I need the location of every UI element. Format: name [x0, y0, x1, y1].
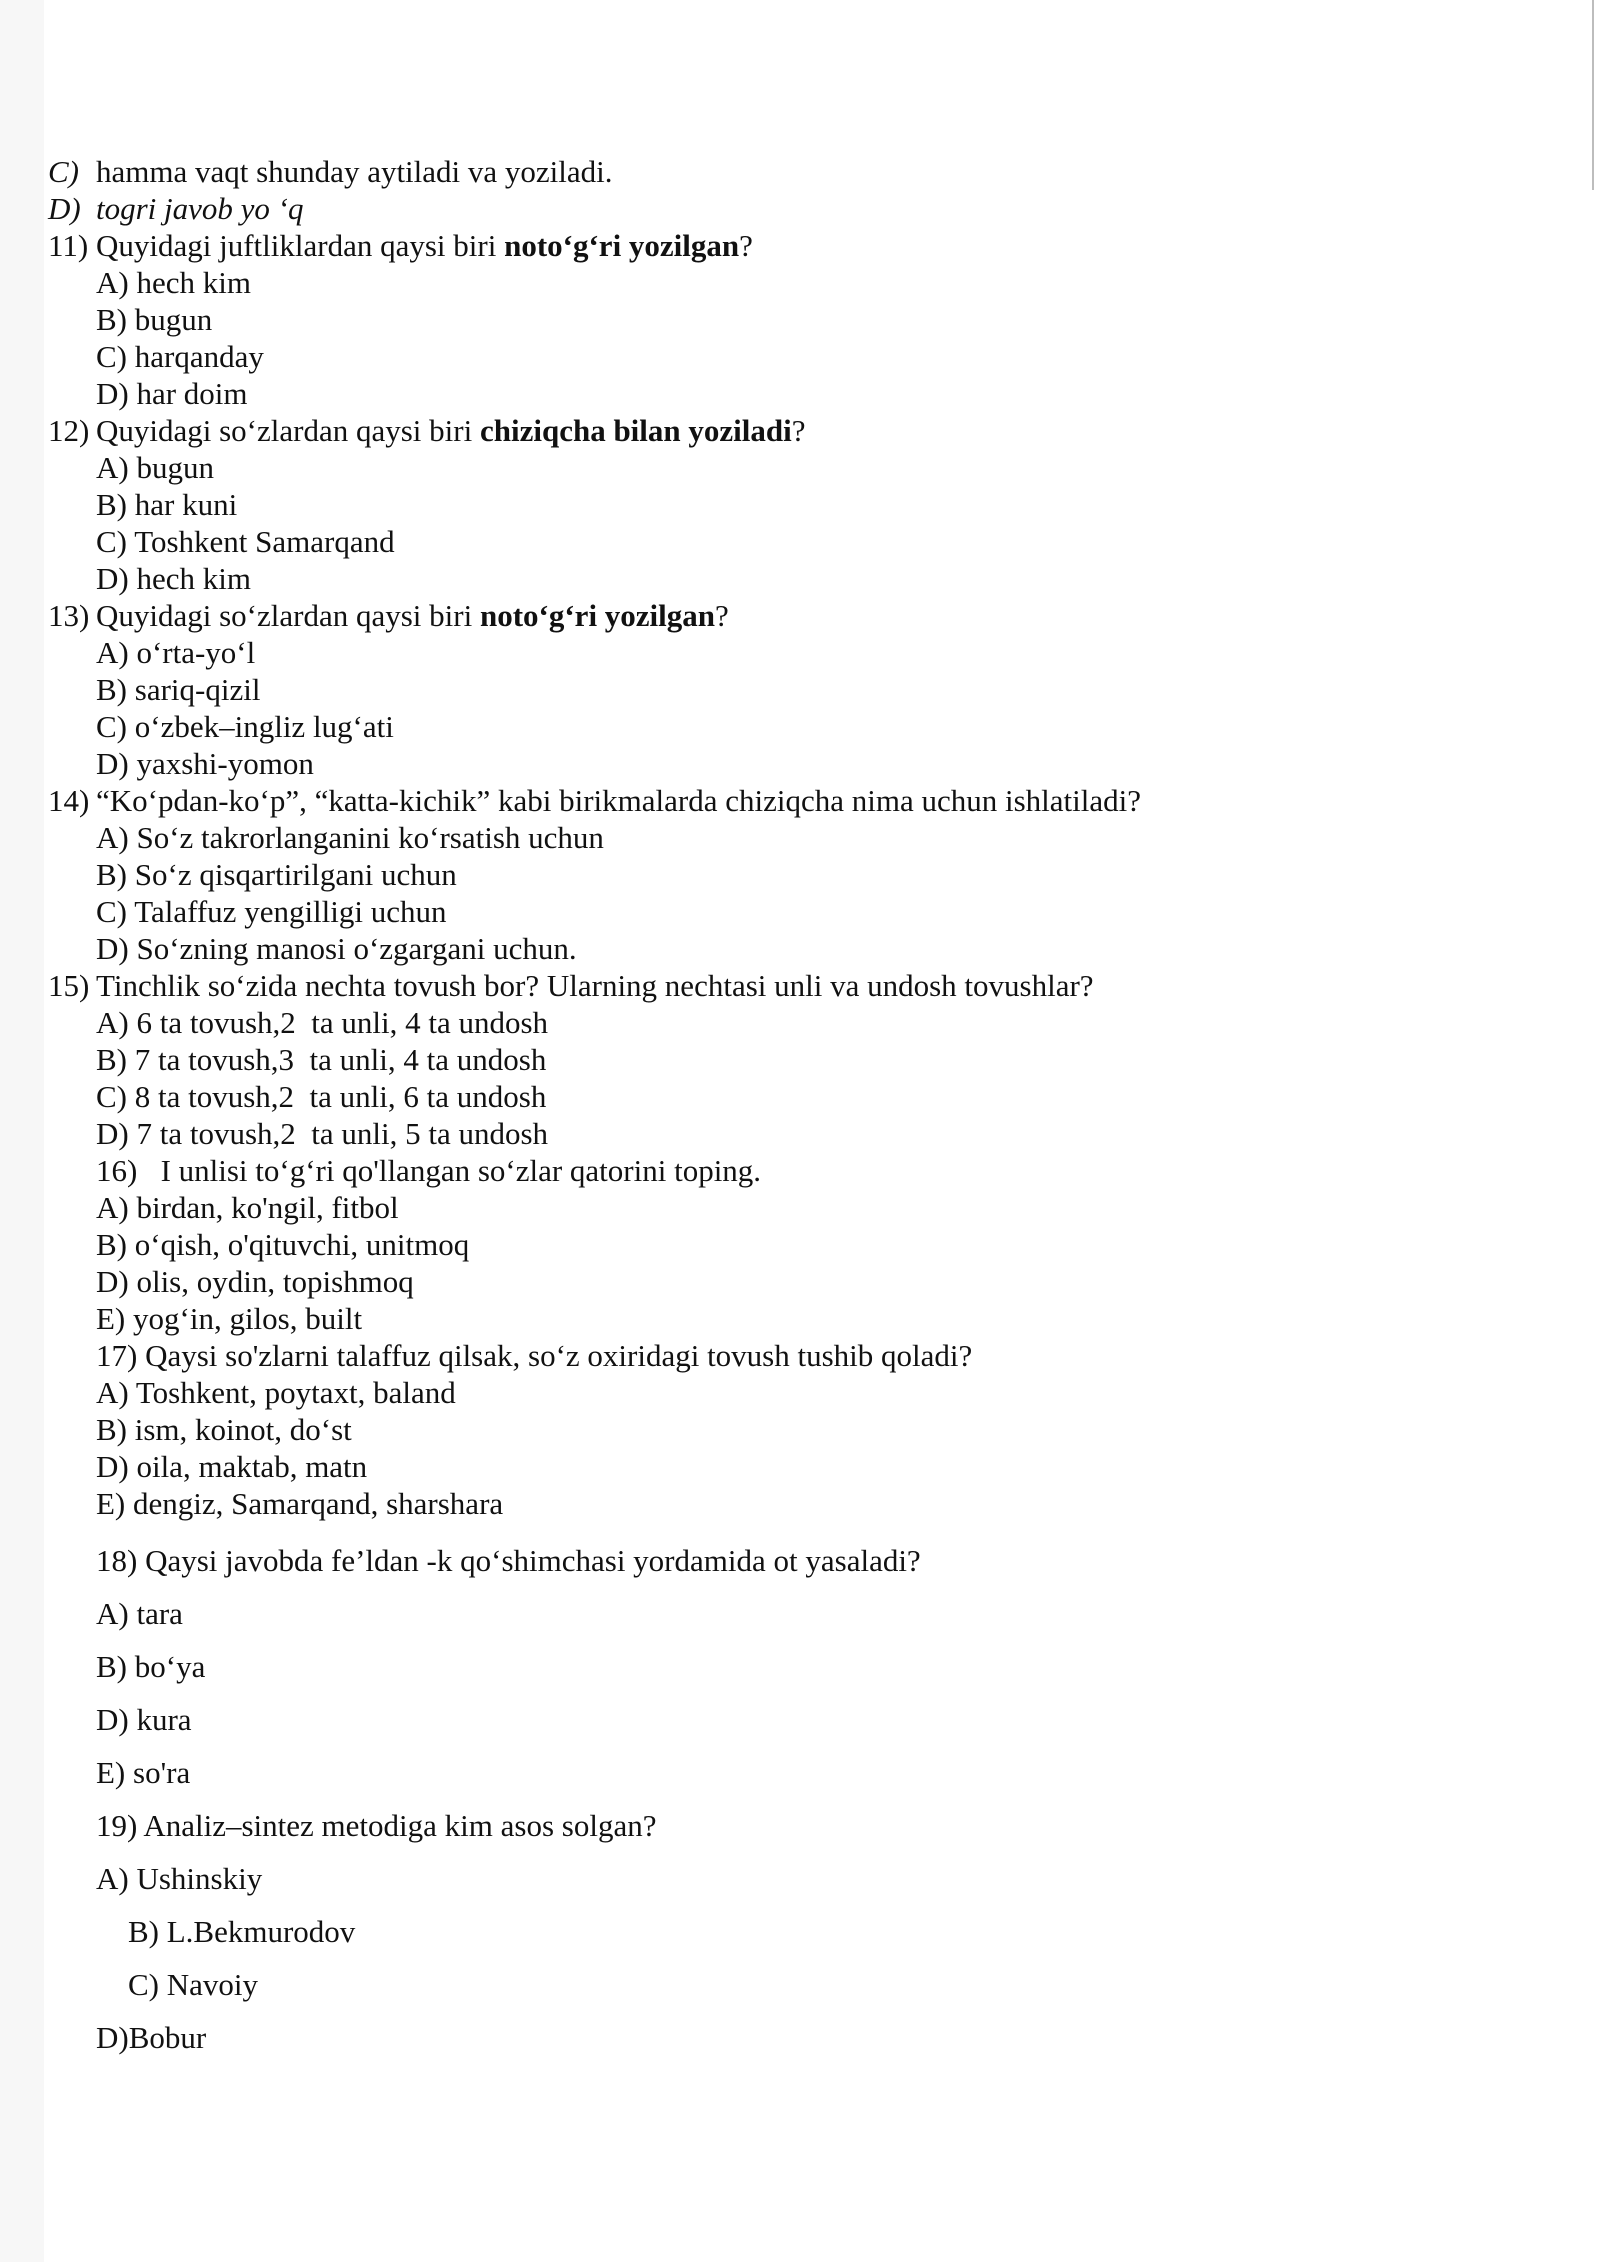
q15-option-b: B) 7 ta tovush,3 ta unli, 4 ta undosh	[96, 1042, 547, 1077]
q18-option-b: B) bo‘ya	[96, 1649, 206, 1684]
page-right-edge	[1592, 0, 1594, 190]
q12-option-c: C) Toshkent Samarqand	[96, 524, 395, 559]
question-18-text: 18) Qaysi javobda fe’ldan -k qo‘shimchasi yordamida ot yasaladi?	[96, 1543, 921, 1578]
q17-option-d: D) oila, maktab, matn	[96, 1449, 368, 1484]
option-c-label: C)	[48, 154, 79, 189]
option-c-text: hamma vaqt shunday aytiladi va yoziladi.	[96, 154, 613, 189]
question-14-number: 14)	[48, 783, 90, 818]
q19-option-a: A) Ushinskiy	[96, 1861, 263, 1896]
q11-option-b: B) bugun	[96, 302, 213, 337]
page-left-margin	[0, 0, 44, 2262]
question-17-text: 17) Qaysi so'zlarni talaffuz qilsak, so‘z oxiridagi tovush tushib qoladi?	[96, 1338, 973, 1373]
question-13-text: Quyidagi so‘zlardan qaysi biri noto‘g‘ri yozilgan?	[96, 598, 729, 633]
q16-option-d: D) olis, oydin, topishmoq	[96, 1264, 414, 1299]
question-15-text: Tinchlik so‘zida nechta tovush bor? Ularning nechtasi unli va undosh tovushlar?	[96, 968, 1094, 1003]
q14-option-a: A) So‘z takrorlanganini ko‘rsatish uchun	[96, 820, 604, 855]
option-d-label: D)	[48, 191, 81, 226]
question-15-number: 15)	[48, 968, 90, 1003]
q19-option-c: C) Navoiy	[128, 1967, 259, 2002]
q17-option-e: E) dengiz, Samarqand, sharshara	[96, 1486, 504, 1521]
q13-option-c: C) o‘zbek–ingliz lug‘ati	[96, 709, 394, 744]
question-12-number: 12)	[48, 413, 90, 448]
q15-option-d: D) 7 ta tovush,2 ta unli, 5 ta undosh	[96, 1116, 549, 1151]
q17-option-a: A) Toshkent, poytaxt, baland	[96, 1375, 456, 1410]
q14-option-c: C) Talaffuz yengilligi uchun	[96, 894, 447, 929]
question-11-number: 11)	[48, 228, 89, 263]
q16-option-b: B) o‘qish, o'qituvchi, unitmoq	[96, 1227, 470, 1262]
q15-option-c: C) 8 ta tovush,2 ta unli, 6 ta undosh	[96, 1079, 547, 1114]
q11-option-a: A) hech kim	[96, 265, 251, 300]
q16-option-e: E) yog‘in, gilos, built	[96, 1301, 363, 1336]
q13-option-a: A) o‘rta-yo‘l	[96, 635, 256, 670]
q11-option-d: D) har doim	[96, 376, 248, 411]
q12-option-d: D) hech kim	[96, 561, 251, 596]
q12-option-b: B) har kuni	[96, 487, 238, 522]
question-12-text: Quyidagi so‘zlardan qaysi biri chiziqcha bilan yoziladi?	[96, 413, 806, 448]
question-13-number: 13)	[48, 598, 90, 633]
question-11-text: Quyidagi juftliklardan qaysi biri noto‘g‘ri yozilgan?	[96, 228, 753, 263]
q19-option-d: D)Bobur	[96, 2020, 207, 2055]
q13-option-d: D) yaxshi-yomon	[96, 746, 314, 781]
q11-option-c: C) harqanday	[96, 339, 264, 374]
q18-option-a: A) tara	[96, 1596, 183, 1631]
option-d-text: togri javob yo ‘q	[96, 191, 304, 226]
q18-option-d: D) kura	[96, 1702, 192, 1737]
q17-option-b: B) ism, koinot, do‘st	[96, 1412, 352, 1447]
question-16-text: 16) I unlisi to‘g‘ri qo'llangan so‘zlar qatorini toping.	[96, 1153, 762, 1188]
question-19-text: 19) Analiz–sintez metodiga kim asos solgan?	[96, 1808, 657, 1843]
q15-option-a: A) 6 ta tovush,2 ta unli, 4 ta undosh	[96, 1005, 549, 1040]
q14-option-b: B) So‘z qisqartirilgani uchun	[96, 857, 457, 892]
q16-option-a: A) birdan, ko'ngil, fitbol	[96, 1190, 399, 1225]
q19-option-b: B) L.Bekmurodov	[128, 1914, 356, 1949]
q13-option-b: B) sariq-qizil	[96, 672, 261, 707]
question-14-text: “Ko‘pdan-ko‘p”, “katta-kichik” kabi birikmalarda chiziqcha nima uchun ishlatiladi?	[96, 783, 1141, 818]
q12-option-a: A) bugun	[96, 450, 214, 485]
q18-option-e: E) so'ra	[96, 1755, 191, 1790]
q14-option-d: D) So‘zning manosi o‘zgargani uchun.	[96, 931, 577, 966]
